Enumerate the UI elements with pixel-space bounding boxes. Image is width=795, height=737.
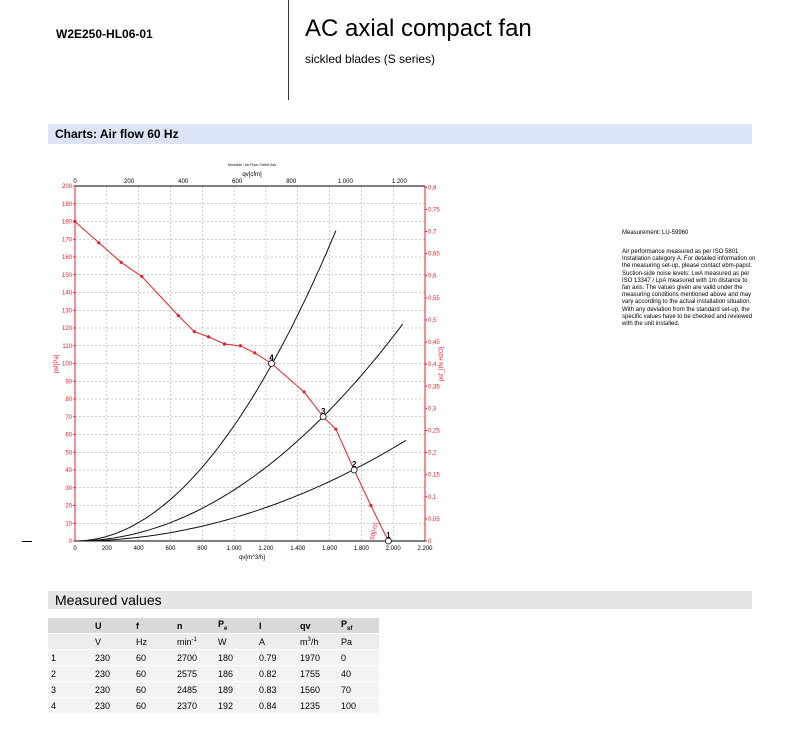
y2-tick-label: 0,45 (428, 340, 440, 347)
unit-cell: $m^3/h$ (297, 634, 338, 650)
header-cell: f (133, 618, 174, 634)
y-tick-label: 0 (68, 539, 72, 545)
table-cell: 4 (48, 698, 92, 714)
header-cell: $P_{sf}$ (338, 618, 379, 634)
table-cell: 60 (133, 666, 174, 682)
x-top-tick-label: 1.000 (337, 179, 353, 185)
y-tick-label: 170 (61, 237, 72, 244)
y2-axis-label: psf_[IN H2O] (439, 346, 445, 382)
x-axis-label: qv[m^3/h] (239, 555, 265, 561)
table-row (48, 650, 379, 666)
x-top-tick-label: 200 (124, 179, 135, 185)
table-cell: 100 (338, 698, 379, 714)
header-cell: qv (297, 618, 338, 634)
x-top-tick-label: 1.200 (391, 179, 407, 185)
y2-tick-label: 0,5 (428, 317, 437, 324)
y2-tick-label: 0,05 (428, 516, 440, 523)
y-tick-label: 200 (61, 184, 72, 190)
fan-curve-point (253, 351, 256, 354)
y-tick-label: 160 (61, 255, 72, 261)
fan-curve-point (334, 428, 337, 431)
y-tick-label: 120 (61, 326, 72, 332)
y2-tick-label: 0,4 (428, 362, 437, 369)
fan-curve-point (97, 241, 100, 244)
y-tick-label: 70 (65, 414, 72, 421)
fan-curve-point (239, 344, 242, 347)
unit-cell: Hz (133, 634, 174, 650)
y2-tick-label: 0,2 (428, 450, 437, 457)
y2-tick-label: 0,6 (428, 273, 437, 280)
table-row (48, 666, 379, 682)
y2-tick-label: 0,1 (428, 494, 437, 501)
table-cell: 1970 (297, 650, 338, 666)
table-header-row (48, 618, 379, 634)
unit-cell: A (256, 634, 297, 650)
y-tick-label: 10 (65, 521, 72, 528)
y-tick-label: 80 (65, 397, 72, 403)
operating-point-label: 3 (320, 406, 326, 416)
header-cell: $P_e$ (215, 618, 256, 634)
measurement-notes: Air performance measured as per ISO 5801 Installation category A. For detailed information on the measuring set-up, please contact ebm-papst. Suction-side noise levels: LwA measured as per ISO 13347 / LpA measured with 1m distance to fan axis. The values given are valid under the measuring conditions mentioned above and may vary according to the actual installation situation. With any deviation from the standard set-up, the specific values have to be checked and reviewed with the unit installed. (622, 249, 756, 328)
fan-curve-point (73, 220, 76, 223)
table-cell: 0.79 (256, 650, 297, 666)
y2-tick-label: 0,25 (428, 428, 440, 435)
table-cell: 230 (92, 666, 133, 682)
operating-point-label: 4 (269, 353, 274, 363)
fan-curve-point (302, 390, 305, 393)
operating-point-label: 1 (386, 531, 391, 540)
y-tick-label: 50 (65, 450, 72, 457)
y-tick-label: 60 (65, 432, 72, 439)
header-cell: I (256, 618, 297, 634)
table-cell: 1235 (297, 698, 338, 714)
model-number: W2E250-HL06-01 (56, 27, 153, 41)
x-tick-label: 0 (73, 546, 77, 552)
unit-cell: V (92, 634, 133, 650)
y2-tick-label: 0,3 (428, 406, 437, 413)
table-cell: 2700 (174, 650, 215, 666)
y2-tick-label: 0,7 (428, 229, 437, 236)
chart-labels (54, 163, 445, 561)
table-cell: 1560 (297, 682, 338, 698)
unit-cell (48, 634, 92, 650)
x-top-tick-label: 400 (178, 179, 189, 185)
operating-point-label: 2 (351, 460, 357, 469)
x-tick-label: 1.600 (322, 546, 338, 552)
table-cell: 0.83 (256, 682, 297, 698)
fan-curve-point (207, 335, 210, 338)
table-cell: 192 (215, 698, 256, 714)
unit-cell: W (215, 634, 256, 650)
y-axis-label: psf[Pa] (54, 354, 60, 374)
x-top-tick-label: 800 (286, 179, 297, 185)
measured-values-table (48, 618, 379, 714)
chart-tiny-label: Kennlinie / Air Flow / Débit d'air (227, 163, 277, 167)
x-tick-label: 1.800 (353, 546, 369, 552)
unit-cell: $\min^{-1}$ (174, 634, 215, 650)
x-tick-label: 1.400 (290, 546, 306, 552)
table-cell: 2370 (174, 698, 215, 714)
table-cell: 1755 (297, 666, 338, 682)
chart-axes (73, 186, 427, 541)
header-cell: U (92, 618, 133, 634)
table-cell: 70 (338, 682, 379, 698)
y-tick-label: 190 (61, 201, 72, 208)
table-cell: 1 (48, 650, 92, 666)
fan-curve-point (369, 504, 372, 507)
y-tick-label: 150 (61, 272, 72, 279)
table-cell: 186 (215, 666, 256, 682)
y-tick-label: 90 (65, 379, 72, 386)
table-row (48, 682, 379, 698)
page-title: AC axial compact fan (305, 15, 532, 42)
x-top-axis-label: qv[cfm] (242, 172, 262, 178)
table-cell: 2485 (174, 682, 215, 698)
table-cell: 0 (338, 650, 379, 666)
x-top-tick-label: 600 (232, 179, 243, 185)
table-cell: 230 (92, 698, 133, 714)
y2-tick-label: 0,65 (428, 251, 440, 258)
y2-tick-label: 0,8 (428, 185, 437, 192)
y2-tick-label: 0,35 (428, 384, 440, 391)
measured-values-header: Measured values (48, 591, 752, 609)
fan-curve-point (140, 275, 143, 278)
table-cell: 2575 (174, 666, 215, 682)
table-cell: 230 (92, 650, 133, 666)
fan-curve-point (193, 330, 196, 333)
header-cell: n (174, 618, 215, 634)
fan-curve-label: 50[Hz] (370, 522, 380, 541)
y-tick-label: 20 (65, 503, 72, 510)
x-tick-label: 2.000 (385, 546, 401, 552)
header-cell (48, 618, 92, 634)
x-tick-label: 1.000 (226, 546, 242, 552)
y2-tick-label: 0,75 (428, 207, 440, 214)
chart-grid (75, 186, 425, 541)
unit-cell: Pa (338, 634, 379, 650)
table-cell: 189 (215, 682, 256, 698)
table-cell: 2 (48, 666, 92, 682)
fan-curve-point (223, 342, 226, 345)
table-cell: 0.82 (256, 666, 297, 682)
table-cell: 230 (92, 682, 133, 698)
y-tick-label: 30 (65, 485, 72, 492)
x-tick-label: 600 (165, 546, 176, 552)
y-tick-label: 110 (62, 343, 72, 350)
x-top-tick-label: 0 (73, 179, 77, 185)
y-tick-label: 180 (61, 219, 72, 226)
table-cell: 40 (338, 666, 379, 682)
y-tick-label: 100 (61, 361, 72, 368)
x-tick-label: 200 (101, 546, 112, 552)
table-cell: 60 (133, 682, 174, 698)
x-tick-label: 400 (133, 546, 144, 552)
x-tick-label: 800 (197, 546, 208, 552)
page-subtitle: sickled blades (S series) (305, 52, 436, 66)
measurement-id: Measurement: LU-59960 (622, 230, 689, 236)
y-tick-label: 40 (65, 468, 72, 474)
x-tick-label: 1.200 (258, 546, 274, 552)
system-curve-line (75, 324, 403, 541)
table-units-row (48, 634, 379, 650)
table-cell: 60 (133, 650, 174, 666)
system-curve-line (75, 440, 406, 541)
table-cell: 3 (48, 682, 92, 698)
y-tick-label: 140 (61, 290, 72, 297)
x-tick-label: 2.200 (417, 546, 433, 552)
table-cell: 0.84 (256, 698, 297, 714)
fan-curve-point (177, 314, 180, 317)
y2-tick-label: 0,55 (428, 295, 440, 302)
table-cell: 60 (133, 698, 174, 714)
operating-points (268, 354, 391, 545)
y-tick-label: 130 (61, 308, 72, 315)
fan-curve-point (120, 261, 123, 264)
y2-tick-label: 0 (428, 539, 432, 545)
system-curves (75, 231, 406, 541)
table-cell: 180 (215, 650, 256, 666)
table-row (48, 698, 379, 714)
y2-tick-label: 0,15 (428, 472, 440, 479)
charts-section-header: Charts: Air flow 60 Hz (48, 124, 752, 144)
